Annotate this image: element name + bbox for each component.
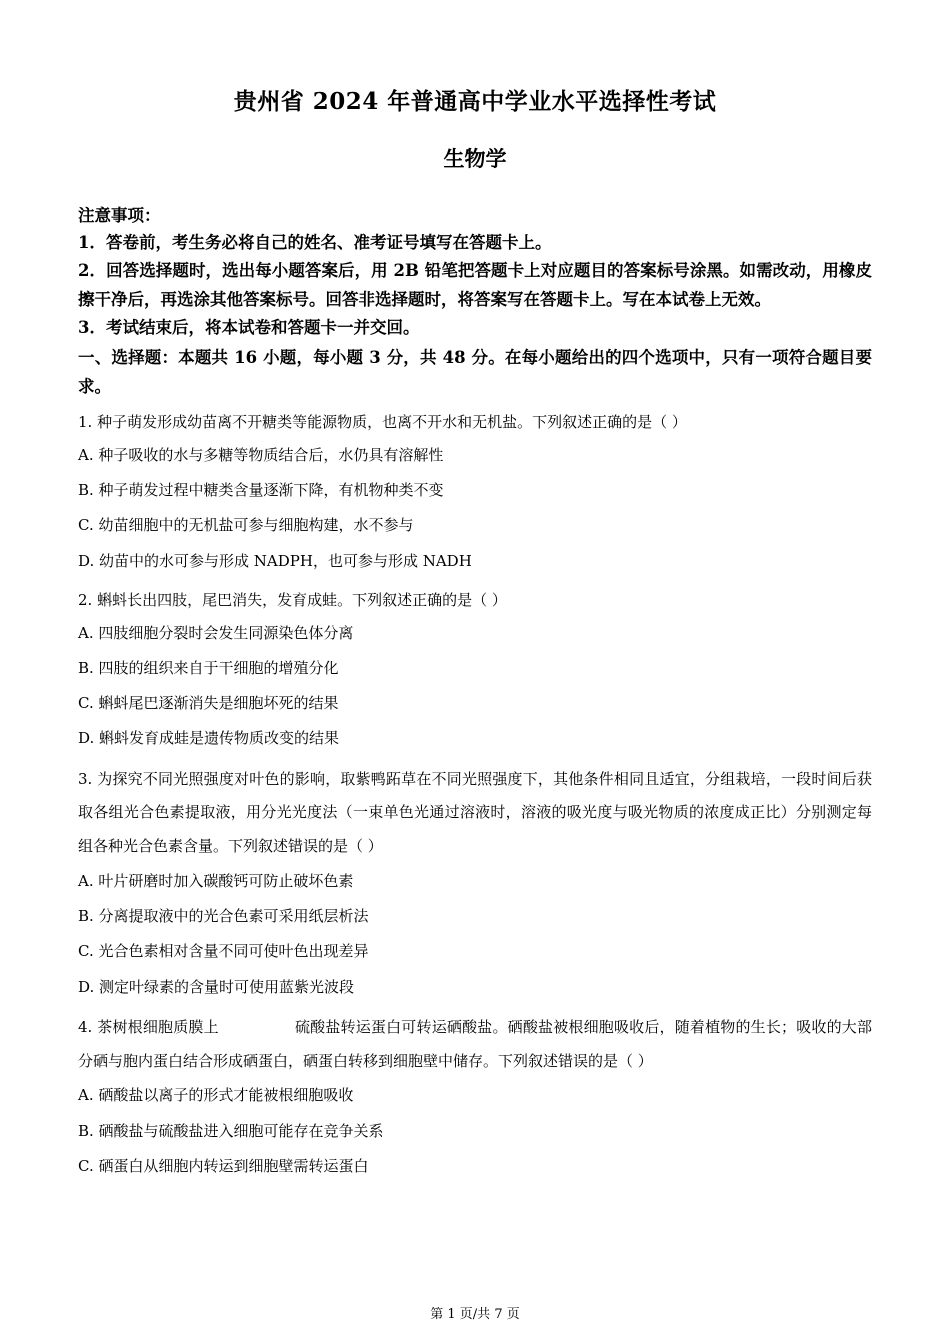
question-1-stem: 1. 种子萌发形成幼苗离不开糖类等能源物质，也离不开水和无机盐。下列叙述正确的是（ ） [78, 413, 687, 432]
question-1 [78, 407, 872, 579]
question-3-stem: 3. 为探究不同光照强度对叶色的影响，取紫鸭跖草在不同光照强度下，其他条件相同且适宜，分组栽培，一段时间后获取各组光合色素提取液，用分光光度法（一束单色光通过溶液时，溶液的吸光度与吸光物质的浓度成正比）分别测定每组各种光合色素含量。下列叙述错误的是（ ） [78, 769, 872, 856]
notice-item-1: 1．答卷前，考生务必将自己的姓名、准考证号填写在答题卡上。 [78, 232, 552, 252]
question-4-option-c: C. 硒蛋白从细胞内转运到细胞壁需转运蛋白 [78, 1156, 369, 1175]
question-1-option-c: C. 幼苗细胞中的无机盐可参与细胞构建，水不参与 [78, 516, 414, 535]
notice-item-3: 3．考试结束后，将本试卷和答题卡一并交回。 [78, 317, 420, 337]
question-4 [78, 1011, 872, 1184]
question-4-option-a: A. 硒酸盐以离子的形式才能被根细胞吸收 [78, 1086, 354, 1105]
page-title: 贵州省 2024 年普通高中学业水平选择性考试 [233, 88, 717, 115]
question-2-stem: 2. 蝌蚪长出四肢，尾巴消失，发育成蛙。下列叙述正确的是（ ） [78, 590, 507, 609]
question-2-option-c: C. 蝌蚪尾巴逐渐消失是细胞坏死的结果 [78, 694, 339, 713]
question-2-option-b: B. 四肢的组织来自于干细胞的增殖分化 [78, 658, 339, 677]
question-1-option-a: A. 种子吸收的水与多糖等物质结合后，水仍具有溶解性 [78, 445, 444, 464]
question-3-option-d: D. 测定叶绿素的含量时可使用蓝紫光波段 [78, 977, 355, 996]
question-3-option-a: A. 叶片研磨时加入碳酸钙可防止破坏色素 [78, 871, 354, 890]
question-4-stem-pre: 4. 茶树根细胞质膜上 [78, 1017, 219, 1036]
page-footer: 第 1 页/共 7 页 [430, 1307, 520, 1322]
question-4-option-b: B. 硒酸盐与硫酸盐进入细胞可能存在竞争关系 [78, 1121, 384, 1140]
question-2-option-d: D. 蝌蚪发育成蛙是遗传物质改变的结果 [78, 729, 340, 748]
question-3-option-c: C. 光合色素相对含量不同可使叶色出现差异 [78, 942, 369, 961]
page-subtitle: 生物学 [443, 146, 507, 172]
question-2-option-a: A. 四肢细胞分裂时会发生同源染色体分离 [78, 623, 354, 642]
section-heading-choice: 一、选择题：本题共 16 小题，每小题 3 分，共 48 分。在每小题给出的四个选项中，只有一项符合题目要求。 [78, 348, 872, 396]
question-2 [78, 585, 872, 757]
question-4-stem [78, 1011, 872, 1079]
question-4-stem-post: 硫酸盐转运蛋白可转运硒酸盐。硒酸盐被根细胞吸收后，随着植物的生长；吸收的大部分硒与胞内蛋白结合形成硒蛋白，硒蛋白转移到细胞壁中储存。下列叙述错误的是（ ） [78, 1017, 872, 1070]
notice-item-2: 2．回答选择题时，选出每小题答案后，用 2B 铅笔把答题卡上对应题目的答案标号涂黑。如需改动，用橡皮擦干净后，再选涂其他答案标号。回答非选择题时，将答案写在答题卡上。写在本试卷上无效。 [78, 261, 872, 309]
question-3 [78, 763, 872, 1005]
question-1-option-b: B. 种子萌发过程中糖类含量逐渐下降，有机物种类不变 [78, 481, 444, 500]
question-3-option-b: B. 分离提取液中的光合色素可采用纸层析法 [78, 907, 369, 926]
notice-heading: 注意事项： [78, 205, 161, 225]
question-1-option-d: D. 幼苗中的水可参与形成 NADPH，也可参与形成 NADH [78, 551, 472, 570]
